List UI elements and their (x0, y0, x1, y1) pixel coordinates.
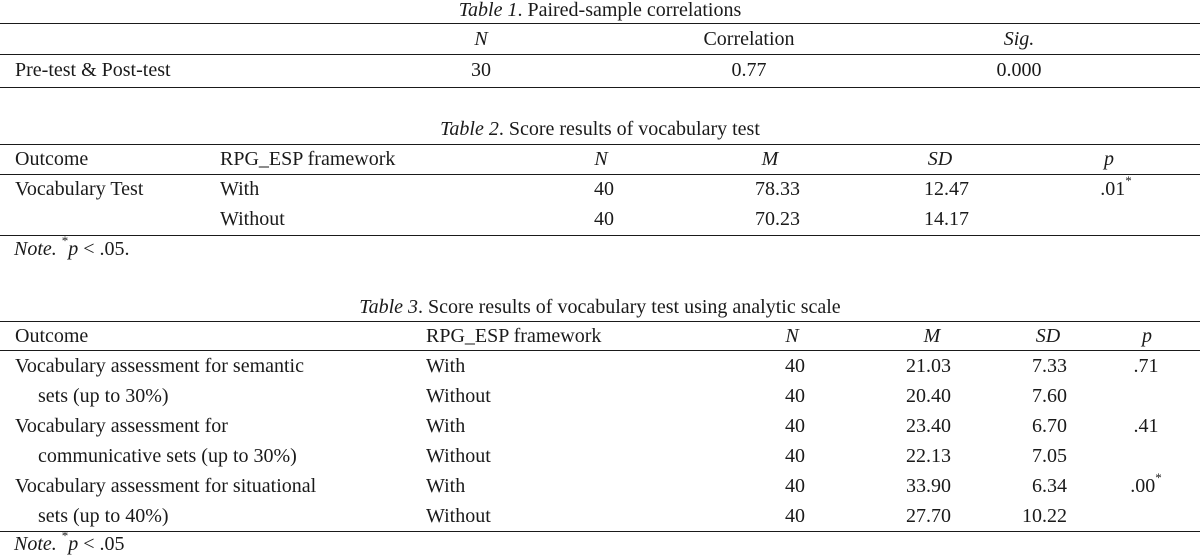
table3-p-sup: * (1155, 470, 1162, 486)
table2-p-sup: * (1125, 173, 1132, 189)
table3-m: 22.13 (906, 445, 951, 467)
table2-note-sup: * (61, 233, 69, 249)
table3-header-outcome: Outcome (15, 325, 89, 347)
table3-n: 40 (785, 415, 805, 437)
table2-m: 70.23 (755, 208, 800, 230)
table3-p-value: .41 (1133, 415, 1159, 437)
table2-header-row (0, 144, 1200, 174)
table3-sd: 10.22 (1022, 505, 1067, 527)
table2-header-n: N (594, 148, 608, 170)
table2-caption (0, 118, 1200, 140)
table2-bottom-rule (0, 235, 1200, 236)
table2-note (14, 233, 130, 260)
table3-p-value: .71 (1133, 355, 1159, 377)
table1-pair: Pre-test & Post-test (15, 59, 171, 81)
table3-outcome: sets (up to 30%) (38, 385, 169, 407)
table3-bottom-rule (0, 531, 1200, 532)
table3-framework: With (426, 475, 466, 497)
table3-framework: With (426, 415, 466, 437)
table3-p (1130, 471, 1162, 501)
table-row (0, 411, 1200, 441)
table3-outcome: Vocabulary assessment for (15, 415, 228, 437)
table1-label: Table 1 (458, 0, 518, 21)
table3-p (1134, 411, 1159, 441)
table3-m: 33.90 (906, 475, 951, 497)
table2-p-value: .01 (1100, 178, 1126, 200)
table3-header-sd: SD (1035, 325, 1061, 347)
table3-p (1134, 351, 1159, 381)
table3-note (14, 528, 125, 555)
table-row (0, 381, 1200, 411)
table2-note-text: < .05. (78, 238, 130, 260)
table2-header-p: p (1104, 148, 1114, 170)
table3-note-sup: * (61, 528, 69, 544)
table2-framework: With (220, 178, 260, 200)
table-row (0, 204, 1200, 234)
table3-sd: 7.33 (1032, 355, 1067, 377)
table2-note-p: p (68, 238, 79, 260)
table2-sd: 14.17 (924, 208, 969, 230)
table3-framework: Without (426, 385, 491, 407)
table3-m: 21.03 (906, 355, 951, 377)
table3-sd: 7.05 (1032, 445, 1067, 467)
table3-note-p: p (68, 533, 79, 555)
table3-caption (0, 296, 1200, 318)
table2-label: Table 2 (440, 118, 499, 140)
table1-title: . Paired-sample correlations (517, 0, 742, 21)
table2-header-m: M (761, 148, 779, 170)
table3-n: 40 (785, 445, 805, 467)
table-row (0, 501, 1200, 531)
table2-note-label: Note. (14, 238, 57, 260)
table3-m: 23.40 (906, 415, 951, 437)
table1-header-row (0, 24, 1200, 54)
table3-n: 40 (785, 385, 805, 407)
table1-header-correlation: Correlation (703, 28, 795, 50)
table3-outcome: Vocabulary assessment for situational (15, 475, 317, 497)
table3-p-value: .00 (1130, 475, 1156, 497)
table2-outcome: Vocabulary Test (15, 178, 144, 200)
table1-correlation: 0.77 (731, 59, 767, 81)
table2-p (1100, 174, 1132, 204)
table2-n: 40 (594, 178, 614, 200)
table1-caption (0, 0, 1200, 21)
table3-note-label: Note. (14, 533, 57, 555)
table3-n: 40 (785, 505, 805, 527)
table3-m: 27.70 (906, 505, 951, 527)
table2-sd: 12.47 (924, 178, 969, 200)
table1-n: 30 (471, 59, 491, 81)
table3-header-n: N (785, 325, 799, 347)
table3-header-p: p (1142, 325, 1152, 347)
table3-header-m: M (923, 325, 941, 347)
table3-outcome: communicative sets (up to 30%) (38, 445, 297, 467)
table3-n: 40 (785, 475, 805, 497)
table2-header-outcome: Outcome (15, 148, 89, 170)
table3-framework: Without (426, 445, 491, 467)
table-row (0, 471, 1200, 501)
table3-sd: 6.34 (1032, 475, 1067, 497)
table-row (0, 351, 1200, 381)
table1-header-sig: Sig. (1003, 28, 1035, 50)
table3-label: Table 3 (359, 296, 419, 318)
table3-header-row (0, 321, 1200, 351)
table3-framework: With (426, 355, 466, 377)
table3-m: 20.40 (906, 385, 951, 407)
table3-sd: 6.70 (1032, 415, 1067, 437)
table-row (0, 55, 1200, 85)
table2-n: 40 (594, 208, 614, 230)
table3-framework: Without (426, 505, 491, 527)
table2-title: . Score results of vocabulary test (498, 118, 760, 140)
table3-outcome: Vocabulary assessment for semantic (15, 355, 304, 377)
table1-sig: 0.000 (996, 59, 1042, 81)
table3-sd: 7.60 (1032, 385, 1067, 407)
table2-m: 78.33 (755, 178, 800, 200)
table3-n: 40 (785, 355, 805, 377)
table2-framework: Without (220, 208, 285, 230)
table1-bottom-rule (0, 87, 1200, 88)
table2-header-framework: RPG_ESP framework (220, 148, 396, 170)
table3-header-framework: RPG_ESP framework (426, 325, 602, 347)
table3-title: . Score results of vocabulary test using analytic scale (418, 296, 841, 318)
table3-note-text: < .05 (78, 533, 125, 555)
table1-header-n: N (474, 28, 488, 50)
table-row (0, 441, 1200, 471)
table-row (0, 174, 1200, 204)
table2-header-sd: SD (927, 148, 953, 170)
table3-outcome: sets (up to 40%) (38, 505, 169, 527)
